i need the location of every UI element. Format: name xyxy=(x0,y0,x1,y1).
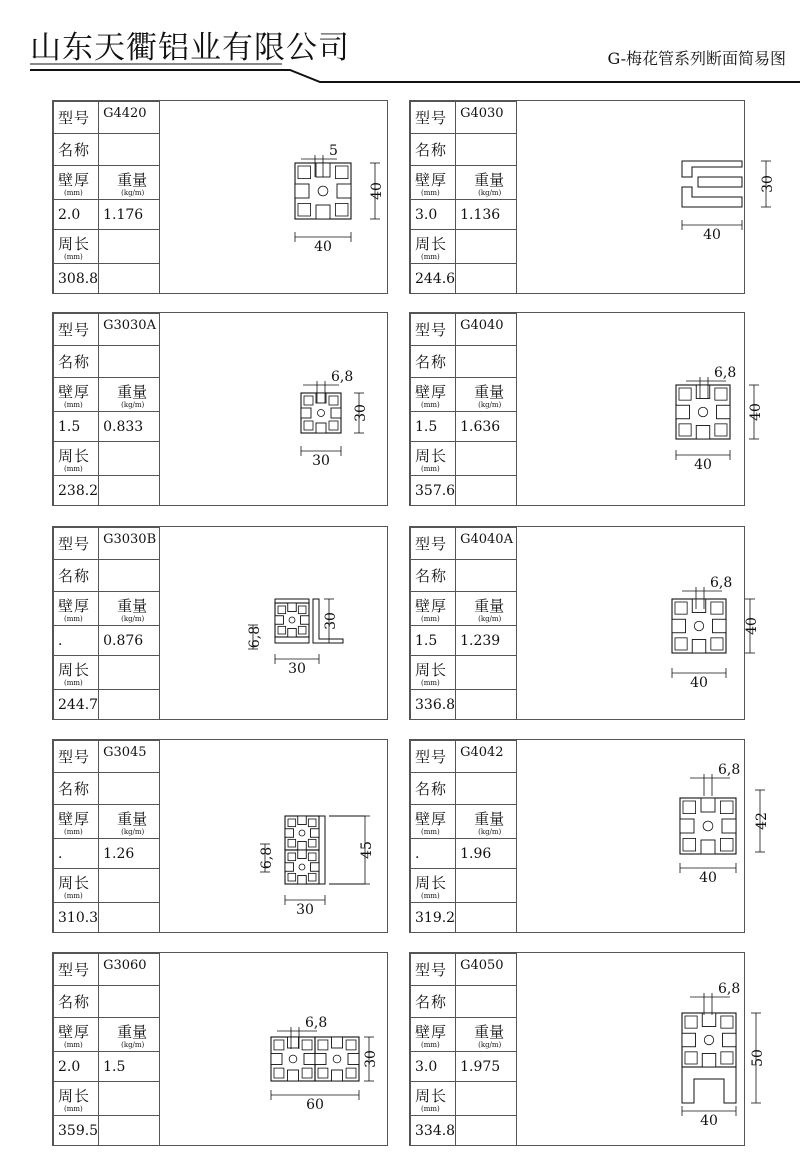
profile-card-g3060 xyxy=(52,952,388,1146)
name-value xyxy=(99,346,160,378)
perimeter-unit: (mm) xyxy=(421,252,440,261)
name-value xyxy=(99,134,160,166)
weight-label: 重量 xyxy=(474,170,505,189)
dimension-label: 40 xyxy=(699,870,717,886)
model-value: G3030A xyxy=(103,318,156,333)
perimeter-value: 310.3 xyxy=(58,909,99,926)
dimension-label: 6,8 xyxy=(305,1015,328,1031)
profile-card-g4040a xyxy=(409,526,760,720)
perimeter-label: 周长 xyxy=(58,446,91,465)
weight-unit: (kg/m) xyxy=(478,400,502,409)
perimeter-value: 319.2 xyxy=(415,909,456,926)
dimension-label: 6,8 xyxy=(259,846,275,870)
name-label: 名称 xyxy=(58,141,91,159)
wall-value: 1.5 xyxy=(415,418,438,435)
model-value: G4420 xyxy=(103,106,147,121)
wall-label: 壁厚 xyxy=(58,809,91,828)
name-value xyxy=(99,986,160,1018)
wall-label: 壁厚 xyxy=(415,596,448,615)
name-label: 名称 xyxy=(58,353,91,371)
dimension-label: 40 xyxy=(369,182,385,200)
profile-card-g4030 xyxy=(409,100,776,294)
weight-unit: (kg/m) xyxy=(121,827,145,836)
weight-unit: (kg/m) xyxy=(478,1040,502,1049)
dimension-label: 45 xyxy=(359,841,375,859)
model-label: 型号 xyxy=(415,748,448,766)
weight-unit: (kg/m) xyxy=(121,188,145,197)
cross-section-drawing xyxy=(153,740,383,938)
dimension-label: 40 xyxy=(690,675,708,691)
model-label: 型号 xyxy=(415,321,448,339)
weight-value: 1.136 xyxy=(460,206,501,223)
cross-section-drawing xyxy=(153,527,383,725)
dimension-label: 40 xyxy=(703,227,721,243)
perimeter-unit: (mm) xyxy=(421,678,440,687)
wall-label: 壁厚 xyxy=(58,170,91,189)
name-value xyxy=(456,560,517,592)
perimeter-value: 359.5 xyxy=(58,1122,99,1139)
weight-unit: (kg/m) xyxy=(121,1040,145,1049)
spec-table xyxy=(410,527,517,720)
spec-table xyxy=(53,953,160,1146)
perimeter-value: 357.6 xyxy=(415,482,456,499)
spec-table xyxy=(53,313,160,506)
perimeter-label: 周长 xyxy=(415,234,448,253)
wall-label: 壁厚 xyxy=(58,596,91,615)
dimension-label: 60 xyxy=(306,1097,324,1113)
spec-table xyxy=(410,953,517,1146)
wall-value: 1.5 xyxy=(415,632,438,649)
wall-label: 壁厚 xyxy=(58,382,91,401)
cross-section-drawing xyxy=(153,953,383,1151)
dimension-label: 6,8 xyxy=(247,625,263,649)
name-label: 名称 xyxy=(415,141,448,159)
perimeter-unit: (mm) xyxy=(64,464,83,473)
model-label: 型号 xyxy=(415,109,448,127)
name-label: 名称 xyxy=(415,993,448,1011)
perimeter-label: 周长 xyxy=(58,660,91,679)
weight-value: 1.975 xyxy=(460,1058,501,1075)
cross-section-drawing xyxy=(510,527,760,725)
spec-table xyxy=(410,101,517,294)
dimension-label: 40 xyxy=(744,617,760,635)
wall-unit: (mm) xyxy=(421,614,440,623)
dimension-label: 40 xyxy=(748,403,764,421)
perimeter-value: 244.6 xyxy=(415,270,456,287)
perimeter-value: 244.7 xyxy=(58,696,99,713)
profile-card-g4042 xyxy=(409,739,770,933)
perimeter-unit: (mm) xyxy=(421,891,440,900)
name-value xyxy=(99,560,160,592)
profile-card-g3030a xyxy=(52,312,388,506)
perimeter-value: 308.8 xyxy=(58,270,99,287)
wall-value: 1.5 xyxy=(58,418,81,435)
wall-label: 壁厚 xyxy=(415,382,448,401)
weight-label: 重量 xyxy=(474,809,505,828)
profile-card-g4040 xyxy=(409,312,764,506)
weight-value: 0.876 xyxy=(103,632,144,649)
perimeter-value: 334.8 xyxy=(415,1122,456,1139)
wall-unit: (mm) xyxy=(421,188,440,197)
weight-label: 重量 xyxy=(117,1022,148,1041)
name-value xyxy=(99,773,160,805)
name-value xyxy=(456,134,517,166)
dimension-label: 50 xyxy=(750,1049,766,1067)
weight-value: 1.636 xyxy=(460,418,501,435)
wall-unit: (mm) xyxy=(421,400,440,409)
profile-card-g3045 xyxy=(52,739,388,933)
model-value: G4050 xyxy=(460,958,504,973)
wall-label: 壁厚 xyxy=(415,809,448,828)
model-label: 型号 xyxy=(415,535,448,553)
weight-unit: (kg/m) xyxy=(478,614,502,623)
weight-value: 1.5 xyxy=(103,1058,126,1075)
perimeter-unit: (mm) xyxy=(421,464,440,473)
dimension-label: 6,8 xyxy=(718,762,741,778)
model-value: G4042 xyxy=(460,745,504,760)
profile-card-g3030b xyxy=(52,526,388,720)
perimeter-unit: (mm) xyxy=(64,1104,83,1113)
dimension-label: 6,8 xyxy=(718,981,741,997)
dimension-label: 40 xyxy=(700,1113,718,1129)
cross-section-drawing xyxy=(153,101,383,299)
weight-value: 1.26 xyxy=(103,845,135,862)
name-value xyxy=(456,773,517,805)
weight-value: 0.833 xyxy=(103,418,144,435)
dimension-label: 6,8 xyxy=(331,369,354,385)
perimeter-label: 周长 xyxy=(58,1086,91,1105)
perimeter-unit: (mm) xyxy=(421,1104,440,1113)
perimeter-label: 周长 xyxy=(58,873,91,892)
model-label: 型号 xyxy=(415,961,448,979)
name-value xyxy=(456,346,517,378)
model-value: G4040A xyxy=(460,532,513,547)
dimension-label: 30 xyxy=(312,453,330,469)
wall-value: 2.0 xyxy=(58,1058,81,1075)
wall-value: . xyxy=(58,845,63,862)
perimeter-label: 周长 xyxy=(58,234,91,253)
name-label: 名称 xyxy=(415,353,448,371)
dimension-label: 5 xyxy=(329,143,338,159)
model-value: G3060 xyxy=(103,958,147,973)
weight-label: 重量 xyxy=(117,809,148,828)
cross-section-drawing xyxy=(510,313,764,511)
weight-unit: (kg/m) xyxy=(121,614,145,623)
perimeter-unit: (mm) xyxy=(64,678,83,687)
wall-label: 壁厚 xyxy=(415,1022,448,1041)
spec-table xyxy=(53,101,160,294)
perimeter-value: 238.2 xyxy=(58,482,99,499)
model-value: G3045 xyxy=(103,745,147,760)
dimension-label: 40 xyxy=(694,457,712,473)
name-label: 名称 xyxy=(415,567,448,585)
weight-value: 1.176 xyxy=(103,206,144,223)
weight-label: 重量 xyxy=(117,596,148,615)
profile-card-g4420 xyxy=(52,100,388,294)
weight-unit: (kg/m) xyxy=(478,827,502,836)
wall-unit: (mm) xyxy=(64,188,83,197)
cross-section-drawing xyxy=(510,953,766,1151)
cross-section-drawing xyxy=(510,101,776,299)
dimension-label: 40 xyxy=(314,239,332,255)
perimeter-value: 336.8 xyxy=(415,696,456,713)
perimeter-label: 周长 xyxy=(415,660,448,679)
wall-unit: (mm) xyxy=(421,1040,440,1049)
spec-table xyxy=(410,313,517,506)
dimension-label: 30 xyxy=(288,661,306,677)
perimeter-label: 周长 xyxy=(415,446,448,465)
weight-label: 重量 xyxy=(117,382,148,401)
wall-value: . xyxy=(415,845,420,862)
model-label: 型号 xyxy=(58,961,91,979)
weight-label: 重量 xyxy=(474,382,505,401)
weight-label: 重量 xyxy=(117,170,148,189)
weight-unit: (kg/m) xyxy=(121,400,145,409)
name-label: 名称 xyxy=(415,780,448,798)
wall-unit: (mm) xyxy=(64,400,83,409)
wall-value: 2.0 xyxy=(58,206,81,223)
model-label: 型号 xyxy=(58,109,91,127)
weight-label: 重量 xyxy=(474,596,505,615)
wall-value: 3.0 xyxy=(415,1058,438,1075)
perimeter-unit: (mm) xyxy=(64,891,83,900)
weight-unit: (kg/m) xyxy=(478,188,502,197)
spec-table xyxy=(53,740,160,933)
dimension-label: 42 xyxy=(754,812,770,830)
dimension-label: 30 xyxy=(760,175,776,193)
dimension-label: 30 xyxy=(363,1050,379,1068)
perimeter-label: 周长 xyxy=(415,873,448,892)
document-title: G-梅花管系列断面简易图 xyxy=(607,49,786,68)
name-label: 名称 xyxy=(58,567,91,585)
model-label: 型号 xyxy=(58,321,91,339)
weight-value: 1.239 xyxy=(460,632,501,649)
model-value: G4040 xyxy=(460,318,504,333)
name-label: 名称 xyxy=(58,780,91,798)
wall-unit: (mm) xyxy=(64,614,83,623)
dimension-label: 30 xyxy=(353,404,369,422)
dimension-label: 30 xyxy=(296,902,314,918)
company-name: 山东天衢铝业有限公司 xyxy=(30,30,350,66)
dimension-label: 6,8 xyxy=(714,365,737,381)
wall-value: . xyxy=(58,632,63,649)
cross-section-drawing xyxy=(510,740,770,938)
dimension-label: 6,8 xyxy=(710,575,733,591)
name-value xyxy=(456,986,517,1018)
wall-label: 壁厚 xyxy=(415,170,448,189)
model-label: 型号 xyxy=(58,748,91,766)
wall-value: 3.0 xyxy=(415,206,438,223)
wall-unit: (mm) xyxy=(421,827,440,836)
wall-label: 壁厚 xyxy=(58,1022,91,1041)
model-label: 型号 xyxy=(58,535,91,553)
perimeter-unit: (mm) xyxy=(64,252,83,261)
weight-value: 1.96 xyxy=(460,845,492,862)
wall-unit: (mm) xyxy=(64,1040,83,1049)
spec-table xyxy=(53,527,160,720)
perimeter-label: 周长 xyxy=(415,1086,448,1105)
weight-label: 重量 xyxy=(474,1022,505,1041)
spec-table xyxy=(410,740,517,933)
model-value: G3030B xyxy=(103,532,157,547)
model-value: G4030 xyxy=(460,106,504,121)
cross-section-drawing xyxy=(153,313,383,511)
wall-unit: (mm) xyxy=(64,827,83,836)
dimension-label: 30 xyxy=(323,612,339,630)
name-label: 名称 xyxy=(58,993,91,1011)
profile-card-g4050 xyxy=(409,952,766,1146)
